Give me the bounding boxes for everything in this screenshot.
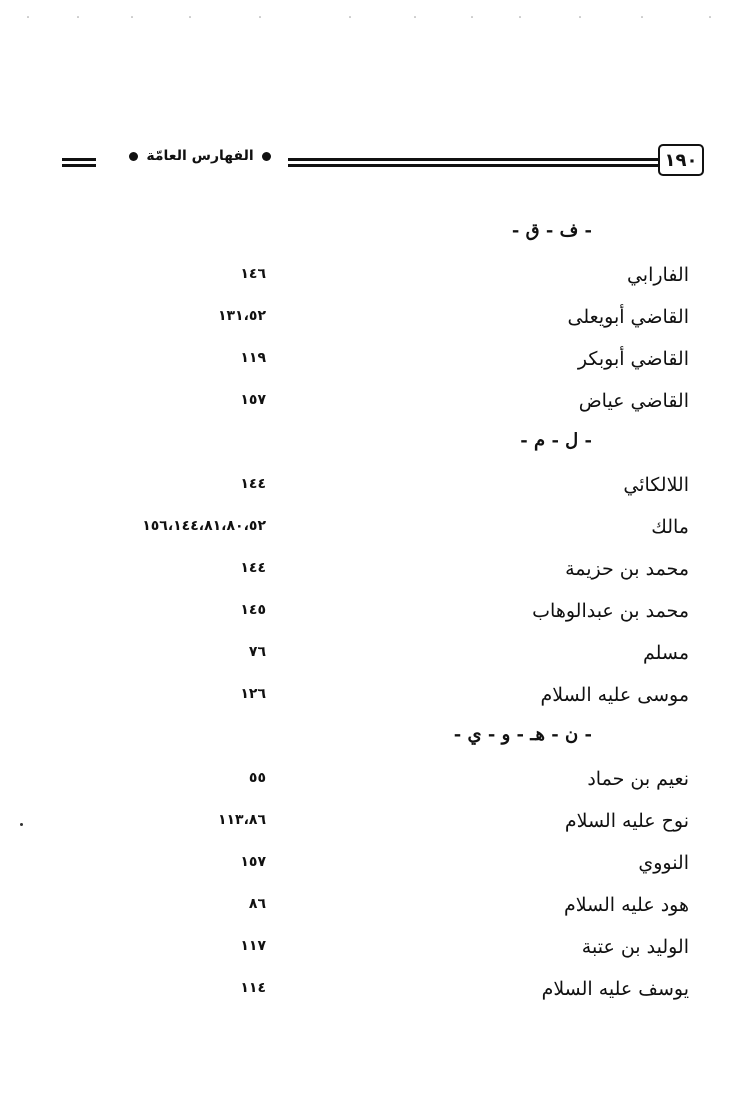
entry-name: اللالكائي xyxy=(623,474,689,496)
section-heading: - ن - هـ - و - ي - xyxy=(453,724,592,745)
entry-name: يوسف عليه السلام xyxy=(541,978,689,1000)
entry-name: القاضي أبوبكر xyxy=(577,348,689,370)
index-entry xyxy=(0,762,755,804)
entry-name: موسى عليه السلام xyxy=(540,684,689,706)
entry-name: نعيم بن حماد xyxy=(587,768,689,790)
index-list xyxy=(0,216,755,1014)
entry-pages: ١٥٧ xyxy=(240,854,266,870)
entry-pages: ١٣١،٥٢ xyxy=(217,308,266,324)
index-entry xyxy=(0,468,755,510)
entry-name: الوليد بن عتبة xyxy=(581,936,689,958)
index-entry xyxy=(0,300,755,342)
entry-pages: ١١٩ xyxy=(240,350,266,366)
index-entry xyxy=(0,552,755,594)
scan-speck xyxy=(20,823,23,826)
index-entry xyxy=(0,258,755,300)
section-heading: - ف - ق - xyxy=(511,220,592,241)
bullet-icon xyxy=(129,152,138,161)
header-rule-long xyxy=(288,158,658,167)
index-entry xyxy=(0,636,755,678)
scan-specks xyxy=(20,14,730,20)
entry-pages: ١١٤ xyxy=(240,980,266,996)
index-entry xyxy=(0,972,755,1014)
bullet-icon xyxy=(262,152,271,161)
entry-name: مسلم xyxy=(642,642,689,664)
entry-name: نوح عليه السلام xyxy=(564,810,689,832)
entry-pages: ٥٥ xyxy=(248,770,266,786)
entry-pages: ١٥٦،١٤٤،٨١،٨٠،٥٢ xyxy=(142,518,266,534)
entry-name: محمد بن عبدالوهاب xyxy=(532,600,689,622)
entry-pages: ١٤٥ xyxy=(240,602,266,618)
entry-name: الفارابي xyxy=(626,264,689,286)
index-entry xyxy=(0,384,755,426)
index-entry xyxy=(0,678,755,720)
index-entry xyxy=(0,888,755,930)
header-title: الفهارس العامّة xyxy=(146,148,254,164)
entry-name: النووي xyxy=(638,852,689,874)
section-heading: - ل - م - xyxy=(520,430,592,451)
page-number: ١٩٠ xyxy=(658,144,704,176)
entry-name: مالك xyxy=(651,516,689,538)
index-entry xyxy=(0,510,755,552)
entry-name: هود عليه السلام xyxy=(563,894,689,916)
entry-pages: ٨٦ xyxy=(248,896,266,912)
page-header xyxy=(62,144,704,178)
index-entry xyxy=(0,342,755,384)
entry-name: القاضي عياض xyxy=(578,390,689,412)
entry-name: القاضي أبويعلى xyxy=(567,306,689,328)
entry-pages: ١١٧ xyxy=(240,938,266,954)
entry-pages: ١٤٤ xyxy=(240,476,266,492)
entry-pages: ١٥٧ xyxy=(240,392,266,408)
entry-pages: ١٤٤ xyxy=(240,560,266,576)
entry-pages: ١١٣،٨٦ xyxy=(217,812,266,828)
index-entry xyxy=(0,930,755,972)
entry-pages: ٧٦ xyxy=(248,644,266,660)
header-rule-short xyxy=(62,158,96,167)
index-entry xyxy=(0,594,755,636)
entry-name: محمد بن حزيمة xyxy=(565,558,689,580)
entry-pages: ١٤٦ xyxy=(240,266,266,282)
entry-pages: ١٢٦ xyxy=(240,686,266,702)
index-entry xyxy=(0,804,755,846)
header-title-group xyxy=(120,148,280,164)
index-entry xyxy=(0,846,755,888)
